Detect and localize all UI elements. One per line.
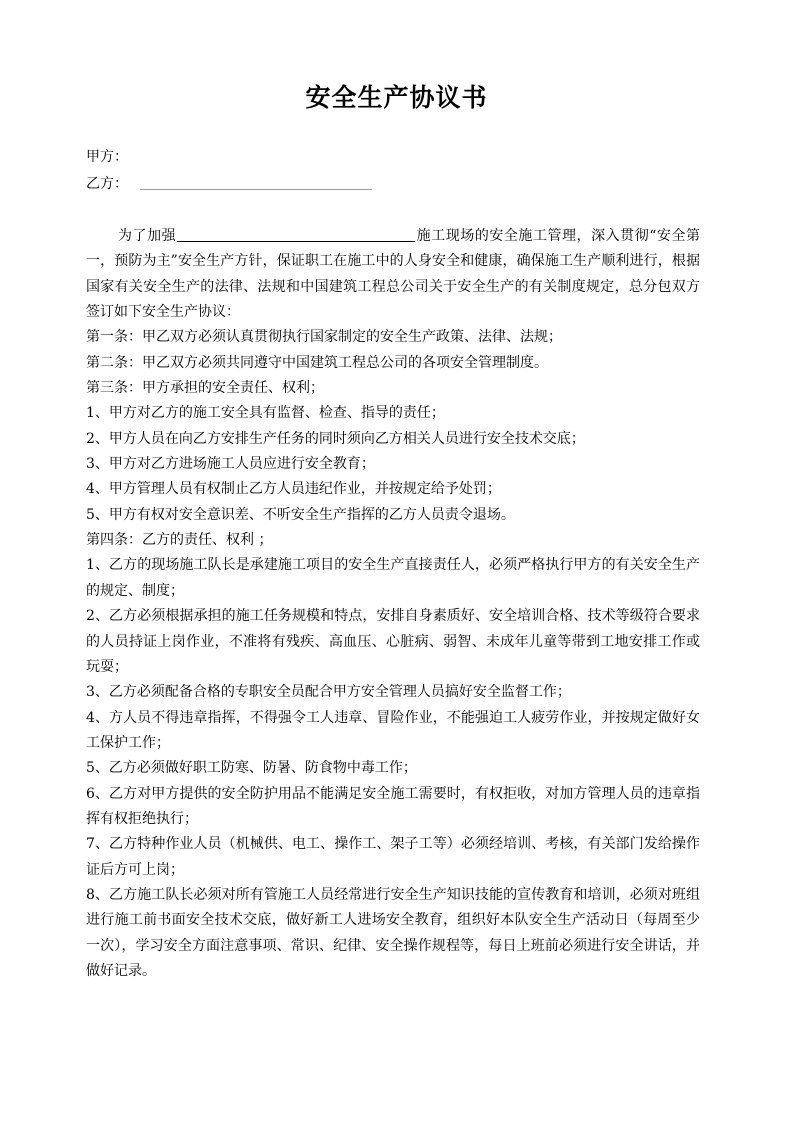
clause-2: 第二条：甲乙双方必须共同遵守中国建筑工程总公司的各项安全管理制度。 <box>86 354 548 371</box>
project-name-blank <box>177 227 415 242</box>
clause-3-item-5: 5、甲方有权对安全意识差、不听安全生产指挥的乙方人员责令退场。 <box>86 506 515 523</box>
intro-after-blank: 施工现场的安全施工管理，深入贯彻“安全第一，预防为主”安全生产方针，保证职工在施工中的人身安全和健康，确保施工生产顺利进行，根据国家有关安全生产的法律、法规和中国建筑工程总公司关于安全生产的有关制度规定，总分包双方签订如下安全生产协议： <box>86 228 700 321</box>
clause-4-item-1: 1、乙方的现场施工队长是承建施工项目的安全生产直接责任人，必须严格执行甲方的有关安全生产的规定、制度； <box>86 557 700 599</box>
party-a-label: 甲方： <box>86 149 128 165</box>
clause-3-heading: 第三条：甲方承担的安全责任、权利； <box>86 380 324 397</box>
intro-paragraph <box>86 224 700 325</box>
clause-3-item-1: 1、甲方对乙方的施工安全具有监督、检查、指导的责任； <box>86 405 445 422</box>
clause-4-item-5: 5、乙方必须做好职工防寒、防暑、防食物中毒工作； <box>86 760 417 777</box>
clause-4-item-8: 8、乙方施工队长必须对所有管施工人员经常进行安全生产知识技能的宣传教育和培训，必须对班组进行施工前书面安全技术交底，做好新工人进场安全教育，组织好本队安全生产活动日（每周至少一次），学习安全方面注意事项、常识、纪律、安全操作规程等，每日上班前必须进行安全讲话，并做好记录。 <box>86 886 700 979</box>
clause-4-item-3: 3、乙方必须配备合格的专职安全员配合甲方安全管理人员搞好安全监督工作； <box>86 684 571 701</box>
party-b-label: 乙方： <box>86 176 128 192</box>
clause-1: 第一条：甲乙双方必须认真贯彻执行国家制定的安全生产政策、法律、法规； <box>86 329 562 346</box>
clause-4-item-4: 4、方人员不得违章指挥，不得强令工人违章、冒险作业，不能强迫工人疲劳作业，并按规定做好女工保护工作； <box>86 709 700 751</box>
clause-4-item-7: 7、乙方特种作业人员（机械供、电工、操作工、架子工等）必须经培训、考核，有关部门发给操作证后方可上岗； <box>86 836 700 878</box>
clause-4-item-2: 2、乙方必须根据承担的施工任务规模和特点，安排自身素质好、安全培训合格、技术等级符合要求的人员持证上岗作业，不准将有残疾、高血压、心脏病、弱智、未成年儿童等带到工地安排工作或玩耍； <box>86 608 700 675</box>
clause-3-item-3: 3、甲方对乙方进场施工人员应进行安全教育； <box>86 456 375 473</box>
clause-4-heading: 第四条：乙方的责任、权利 ； <box>86 532 273 549</box>
party-b-blank-line <box>140 189 372 190</box>
document-title: 安全生产协议书 <box>305 83 488 112</box>
agreement-body <box>86 224 700 984</box>
clause-4-item-6: 6、乙方对甲方提供的安全防护用品不能满足安全施工需要时，有权拒收，对加方管理人员的违章指挥有权拒绝执行； <box>86 785 700 827</box>
clause-3-item-2: 2、甲方人员在向乙方安排生产任务的同时须向乙方相关人员进行安全技术交底； <box>86 430 585 447</box>
clause-3-item-4: 4、甲方管理人员有权制止乙方人员违纪作业，并按规定给予处罚； <box>86 481 501 498</box>
intro-before-blank: 为了加强 <box>118 228 177 244</box>
